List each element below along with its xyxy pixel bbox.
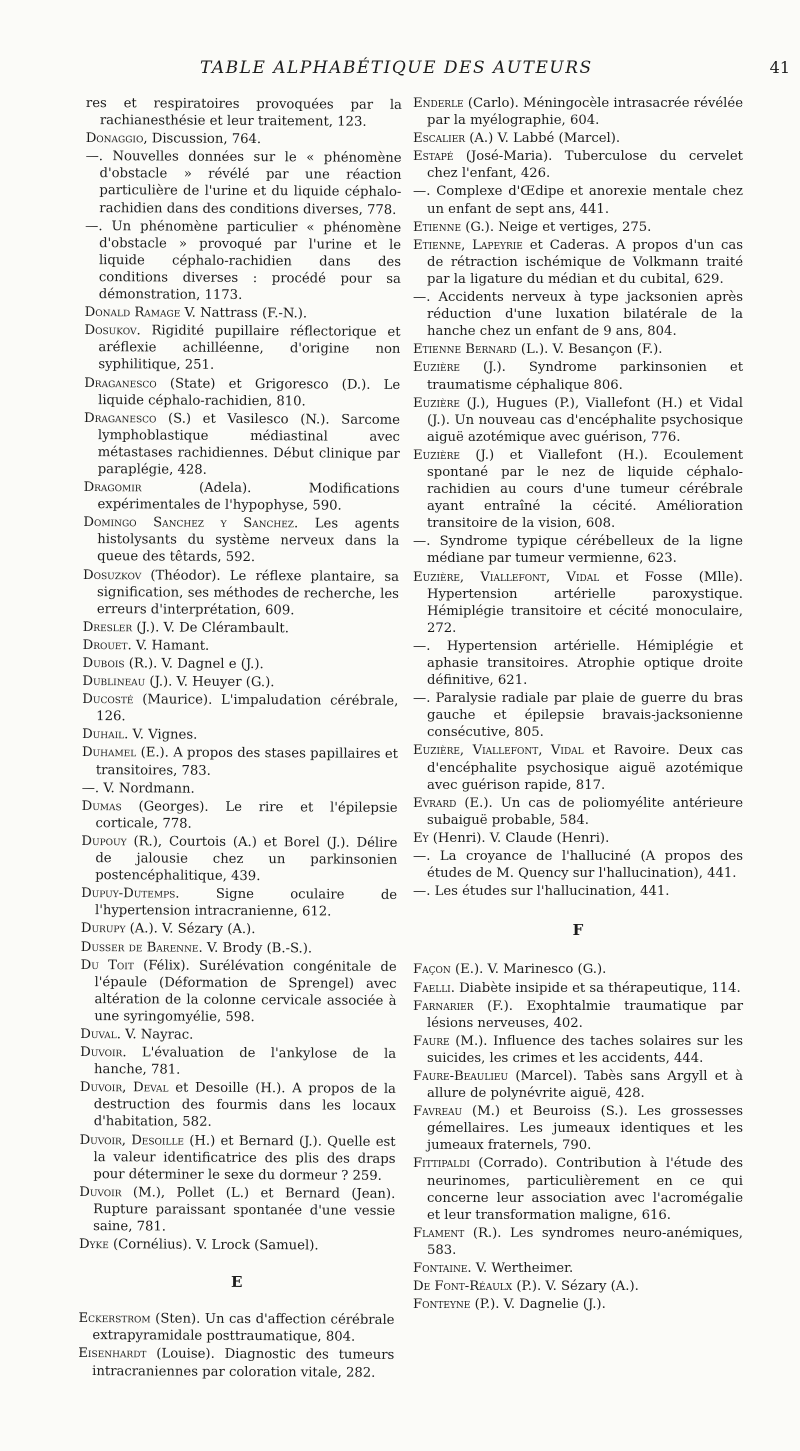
- entry-text: Discussion, 764.: [147, 131, 262, 148]
- index-entry: [413, 883, 743, 900]
- author-name: Euzière, Viallefont, Vidal: [413, 569, 600, 585]
- author-name: Evrard: [413, 795, 457, 811]
- entry-text: (A.) V. Labbé (Marcel).: [465, 131, 621, 147]
- author-name: Favreau: [413, 1104, 463, 1120]
- author-name: Duhamel: [81, 745, 137, 761]
- entry-text: (Maurice). L'impaludation cérébrale, 126.: [96, 692, 399, 725]
- entry-text: Paralysie radiale par plaie de guerre du bras gauche et épilepsie bravais-jacksonienne consécutive, 805.: [427, 691, 743, 741]
- author-name: —.: [413, 884, 431, 900]
- author-name: —.: [413, 534, 431, 550]
- index-entry: [79, 1236, 395, 1255]
- index-entry: [79, 1132, 395, 1185]
- index-entry: [80, 1026, 396, 1045]
- author-name: Euzière: [413, 447, 460, 463]
- entry-text: et Fosse (Mlle). Hypertension artérielle paroxystique. Hémiplégie transitoire et cécité monoculaire, 272.: [427, 569, 743, 636]
- entry-text: (J.). V. Heuyer (G.).: [145, 674, 275, 691]
- index-entry: [413, 690, 743, 741]
- entry-text: V. Vignes.: [128, 727, 198, 744]
- index-entry: [413, 848, 743, 882]
- index-entry: [83, 619, 399, 638]
- section-letter-f: F: [572, 921, 584, 940]
- author-name: Draganesco: [83, 410, 157, 427]
- entry-text: (P.). V. Sézary (A.).: [512, 1279, 639, 1295]
- entry-text: (R.). V. Dagnel e (J.).: [124, 656, 264, 673]
- entry-text: V. Hamant.: [131, 638, 210, 654]
- index-entry: [81, 833, 397, 886]
- author-name: —.: [85, 218, 103, 234]
- index-entry: [413, 1155, 743, 1223]
- entry-text: (F.). Exophtalmie traumatique par lésions nerveuses, 402.: [427, 998, 743, 1031]
- author-name: Donald Ramage: [84, 305, 181, 321]
- author-name: —.: [413, 849, 431, 865]
- author-name: Duvoir: [79, 1184, 122, 1201]
- entry-text: (Carlo). Méningocèle intrasacrée révélée par la myélographie, 604.: [427, 96, 743, 129]
- author-name: —.: [81, 780, 100, 796]
- index-entry: [413, 795, 743, 829]
- entry-text: Les études sur l'hallucination, 441.: [430, 884, 670, 900]
- author-name: Etienne, Lapeyrie: [413, 237, 523, 253]
- author-name: Etienne Bernard: [413, 342, 517, 358]
- author-name: Façon: [413, 962, 451, 978]
- author-name: —.: [85, 149, 104, 165]
- entry-text: (Cornélius). V. Lrock (Samuel).: [108, 1237, 319, 1254]
- entry-text: Complexe d'Œdipe et anorexie mentale chez un enfant de sept ans, 441.: [427, 184, 743, 217]
- page-title: TABLE ALPHABÉTIQUE DES AUTEURS: [200, 58, 593, 78]
- entry-text: L'évaluation de l'ankylose de la hanche, 781.: [94, 1045, 397, 1078]
- author-name: —.: [413, 184, 431, 200]
- index-entry: [413, 980, 743, 997]
- entry-text: (P.). V. Dagnelie (J.).: [470, 1297, 606, 1313]
- index-entry: [81, 920, 397, 939]
- author-name: Euzière: [413, 360, 460, 376]
- entry-text: (Adela). Modifications expérimentales de l'hypophyse, 590.: [97, 480, 400, 514]
- author-name: Faure: [413, 1033, 450, 1049]
- entry-text: Syndrome typique cérébelleux de la ligne médiane par tumeur vermienne, 623.: [427, 534, 743, 567]
- author-name: —.: [413, 691, 431, 707]
- index-entry: [413, 998, 743, 1032]
- entry-text: V. Nattrass (F.-N.).: [180, 305, 308, 322]
- author-name: Dubois: [82, 655, 125, 672]
- author-name: Dusser de Barenne.: [80, 939, 203, 956]
- index-entry: [81, 885, 397, 921]
- index-entry: [413, 341, 743, 358]
- entry-text: Accidents nerveux à type jacksonien après réduction d'une luxation bilatérale de la hanche chez un enfant de 9 ans, 804.: [427, 290, 743, 340]
- entry-text: et Desoille (H.). A propos de la destruction des fourmis dans les locaux d'habitation, 582.: [93, 1080, 396, 1131]
- author-name: Du Toit: [80, 957, 134, 973]
- index-entry: [83, 567, 399, 620]
- index-entry: [413, 1225, 743, 1259]
- index-entry: [413, 961, 743, 978]
- index-entry: [80, 957, 396, 1027]
- index-entry: [85, 218, 402, 305]
- index-entry: [413, 1103, 743, 1154]
- entry-text: V. Wertheimer.: [471, 1261, 574, 1276]
- page-number: 41: [769, 58, 790, 77]
- entry-text: (J.), Hugues (P.), Viallefont (H.) et Vidal (J.). Un nouveau cas d'encéphalite psychosique aiguë azotémique avec guérison, 776.: [427, 395, 743, 445]
- index-entry: [82, 691, 398, 727]
- entry-text: (Félix). Surélévation congénitale de l'épaule (Déformation de Sprengel) avec altération de la colonne cervicale associée à une syringomyélie, 598.: [94, 957, 397, 1025]
- right-column: [413, 95, 743, 1314]
- entry-text: (Marcel). Tabès sans Argyll et à allure de polynévrite aiguë, 428.: [427, 1068, 743, 1102]
- author-name: Flament: [413, 1225, 465, 1241]
- index-entry: [413, 569, 743, 637]
- author-name: Domingo Sanchez y Sanchez.: [83, 515, 299, 532]
- entry-text: V. Brody (B.-S.).: [202, 940, 313, 956]
- index-entry: [413, 1296, 743, 1313]
- index-entry: [82, 655, 398, 674]
- index-entry: [83, 514, 399, 567]
- author-name: Durupy: [80, 921, 126, 937]
- author-name: De Font-Réaulx: [413, 1279, 513, 1295]
- entry-text: (E.). Un cas de poliomyélite antérieure subaiguë probable, 584.: [427, 795, 743, 828]
- author-name: Etienne: [413, 219, 462, 235]
- index-entry: [84, 374, 400, 410]
- index-entry: [82, 726, 398, 745]
- entry-text: Nouvelles données sur le « phénomène d'obstacle » révélé par une réaction particulière de l'urine et du liquide céphalo-rachidien dans des conditions diverses, 778.: [99, 149, 402, 218]
- author-name: Duvoir, Deval: [79, 1080, 169, 1096]
- author-name: Dresler: [82, 619, 133, 636]
- entry-text: Un phénomène particulier « phénomène d'obstacle » provoqué par l'urine et le liquide céphalo-rachidien dans des conditions diverses : procédé pour sa démonstration, 1173.: [98, 218, 402, 303]
- index-entry: [80, 1079, 396, 1132]
- index-entry: [413, 130, 743, 147]
- entry-text: Signe oculaire de l'hypertension intracranienne, 612.: [94, 886, 398, 920]
- entry-text: (José-Maria). Tuberculose du cervelet chez l'enfant, 426.: [427, 149, 743, 182]
- index-entry: [78, 1345, 394, 1381]
- index-entry: [86, 95, 402, 131]
- entry-text: (M.), Pollet (L.) et Bernard (Jean). Rupture paraissant spontanée d'une vessie saine, 781.: [93, 1185, 396, 1235]
- entry-text: (H.) et Bernard (J.). Quelle est la valeur identificatrice des plis des draps pour déterminer le sexe du dormeur ? 259.: [93, 1133, 396, 1184]
- author-name: Faure-Beaulieu: [413, 1068, 509, 1084]
- entry-text: (L.). V. Besançon (F.).: [516, 342, 663, 358]
- entry-text: (J.) et Viallefont (H.). Ecoulement spontané par le nez de liquide céphalo-rachidien au cours d'une tumeur cérébrale ayant entraîné la cécité. Amélioration transitoire de la vision, 608.: [427, 447, 743, 532]
- entry-text: (Georges). Le rire et l'épilepsie corticale, 778.: [95, 798, 398, 832]
- author-name: Escalier: [413, 131, 466, 147]
- entries-e: [78, 1310, 394, 1381]
- index-entry: [413, 638, 743, 689]
- entry-text: (R.), Courtois (A.) et Borel (J.). Délire de jalousie chez un parkinsonien postencéphalitique, 439.: [95, 834, 398, 885]
- entry-text: Diabète insipide et sa thérapeutique, 114.: [454, 980, 741, 996]
- index-entry: [81, 798, 397, 834]
- index-entry: [413, 95, 743, 129]
- entry-text: Les agents histolysants du système nerveux dans la queue des têtards, 592.: [97, 516, 400, 566]
- author-name: Fontaine.: [413, 1261, 472, 1276]
- entry-text: Rigidité pupillaire réflectorique et aréflexie achilléenne, d'origine non syphilitique, 251.: [98, 323, 401, 374]
- index-entry: [413, 219, 743, 236]
- author-name: —.: [413, 638, 431, 654]
- index-entry: [83, 479, 399, 515]
- author-name: Donaggio,: [85, 131, 148, 147]
- index-entry: [82, 673, 398, 692]
- entry-text: res et respiratoires provoquées par la rachianesthésie et leur traitement, 123.: [85, 95, 402, 130]
- author-name: Dragomir: [83, 480, 142, 496]
- running-header: [100, 58, 790, 82]
- entry-text: (G.). Neige et vertiges, 275.: [461, 219, 652, 235]
- entry-text: (E.). A propos des stases papillaires et transitoires, 783.: [95, 745, 399, 779]
- index-entry: [413, 830, 743, 847]
- index-entry: [413, 289, 743, 340]
- author-name: Fonteyne: [413, 1297, 471, 1313]
- entry-text: (R.). Les syndromes neuro-anémiques, 583.: [427, 1225, 743, 1258]
- author-name: Dosukov.: [84, 323, 141, 339]
- entry-text: Hypertension artérielle. Hémiplégie et aphasie transitoires. Atrophie optique droite définitive, 621.: [427, 638, 743, 689]
- author-name: Ducosté: [82, 692, 134, 708]
- entry-text: (Henri). V. Claude (Henri).: [428, 830, 610, 846]
- index-entry: [80, 1044, 396, 1080]
- author-name: Eisenhardt: [78, 1346, 147, 1362]
- entry-text: (J.). V. De Clérambault.: [132, 620, 289, 637]
- entry-text: V. Nordmann.: [99, 780, 195, 797]
- author-name: Dupuy-Dutemps.: [81, 886, 180, 902]
- index-entry: [413, 742, 743, 793]
- index-entry: [82, 744, 398, 780]
- entry-text: (Théodor). Le réflexe plantaire, sa signification, ses méthodes de recherche, les erreurs d'interprétation, 609.: [96, 567, 400, 619]
- entry-text: (Sten). Un cas d'affection cérébrale extrapyramidale posttraumatique, 804.: [92, 1311, 395, 1346]
- index-entry: [84, 322, 400, 375]
- author-name: Duhail.: [82, 727, 129, 743]
- index-entry: [413, 1033, 743, 1067]
- index-entry: [81, 938, 397, 957]
- index-entry: [413, 533, 743, 567]
- author-name: Drouet.: [82, 637, 132, 654]
- author-name: Estapé: [413, 149, 454, 165]
- author-name: Duval.: [80, 1026, 122, 1043]
- index-entry: [413, 183, 743, 217]
- author-name: Duvoir, Desoille: [79, 1132, 185, 1149]
- entry-text: (Louise). Diagnostic des tumeurs intracraniennes par coloration vitale, 282.: [92, 1346, 395, 1381]
- index-entry: [86, 130, 402, 149]
- section-letter-e: E: [230, 1273, 243, 1292]
- author-name: Faelli.: [413, 980, 455, 996]
- author-name: Euzière, Viallefont, Vidal: [413, 743, 584, 759]
- left-column: [78, 95, 402, 1383]
- author-name: —.: [413, 290, 431, 306]
- author-name: Dosuzkov: [83, 567, 142, 583]
- index-entry: [85, 148, 401, 218]
- author-name: Dublineau: [82, 674, 146, 690]
- index-entry: [79, 1184, 395, 1237]
- index-entry: [84, 410, 400, 480]
- index-entry: [413, 395, 743, 446]
- index-entry: [413, 1260, 743, 1277]
- entry-text: La croyance de l'halluciné (A propos des études de M. Quency sur l'hallucination), 441.: [427, 849, 743, 882]
- author-name: Draganesco: [84, 375, 157, 391]
- entry-text: (M.) et Beuroiss (S.). Les grossesses gémellaires. Les jumeaux identiques et les jumeaux fraternels, 790.: [427, 1104, 743, 1154]
- entry-text: (Corrado). Contribution à l'étude des neurinomes, particulièrement en ce qui concerne leur association avec l'acromégalie et leur transformation maligne, 616.: [427, 1156, 743, 1223]
- author-name: Ey: [413, 830, 429, 846]
- index-entry: [83, 637, 399, 656]
- entry-text: (S.) et Vasilesco (N.). Sarcome lymphoblastique médiastinal avec métastases rachidiennes. Début clinique par paraplégie, 428.: [97, 411, 401, 478]
- author-name: Dumas: [81, 798, 122, 814]
- author-name: Dyke: [78, 1237, 109, 1253]
- index-entry: [85, 304, 401, 323]
- index-entry: [413, 1278, 743, 1295]
- entries-d: [79, 95, 402, 1255]
- author-name: Euzière: [413, 395, 460, 411]
- entries-f: [413, 961, 743, 1313]
- index-entry: [413, 447, 743, 532]
- author-name: Duvoir.: [80, 1045, 127, 1061]
- author-name: Fittipaldi: [413, 1156, 470, 1172]
- author-name: Farnarier: [413, 998, 474, 1014]
- entry-text: (J.). Syndrome parkinsonien et traumatisme céphalique 806.: [427, 360, 743, 393]
- index-entry: [413, 1068, 743, 1102]
- author-name: Eckerstrom: [78, 1311, 151, 1327]
- entry-text: V. Nayrac.: [120, 1027, 194, 1043]
- entries-e-continued: [413, 95, 743, 900]
- author-name: Enderle: [413, 96, 464, 111]
- entry-text: (A.). V. Sézary (A.).: [125, 921, 256, 938]
- entry-text: et Ravoire. Deux cas d'encéphalite psychosique aiguë azotémique avec guérison rapide, 817.: [427, 743, 743, 793]
- index-entry: [413, 359, 743, 393]
- entry-text: et Caderas. A propos d'un cas de rétraction ischémique de Volkmann traité par la ligature du médian et du cubital, 629.: [427, 237, 743, 287]
- entry-text: (M.). Influence des taches solaires sur les suicides, les crimes et les accidents, 444.: [427, 1033, 743, 1066]
- author-name: Dupouy: [81, 833, 127, 850]
- index-entry: [82, 780, 398, 799]
- entry-text: (E.). V. Marinesco (G.).: [450, 962, 607, 978]
- entry-text: (State) et Grigoresco (D.). Le liquide céphalo-rachidien, 810.: [98, 375, 401, 409]
- index-entry: [413, 148, 743, 182]
- index-entry: [78, 1310, 394, 1346]
- index-entry: [413, 237, 743, 288]
